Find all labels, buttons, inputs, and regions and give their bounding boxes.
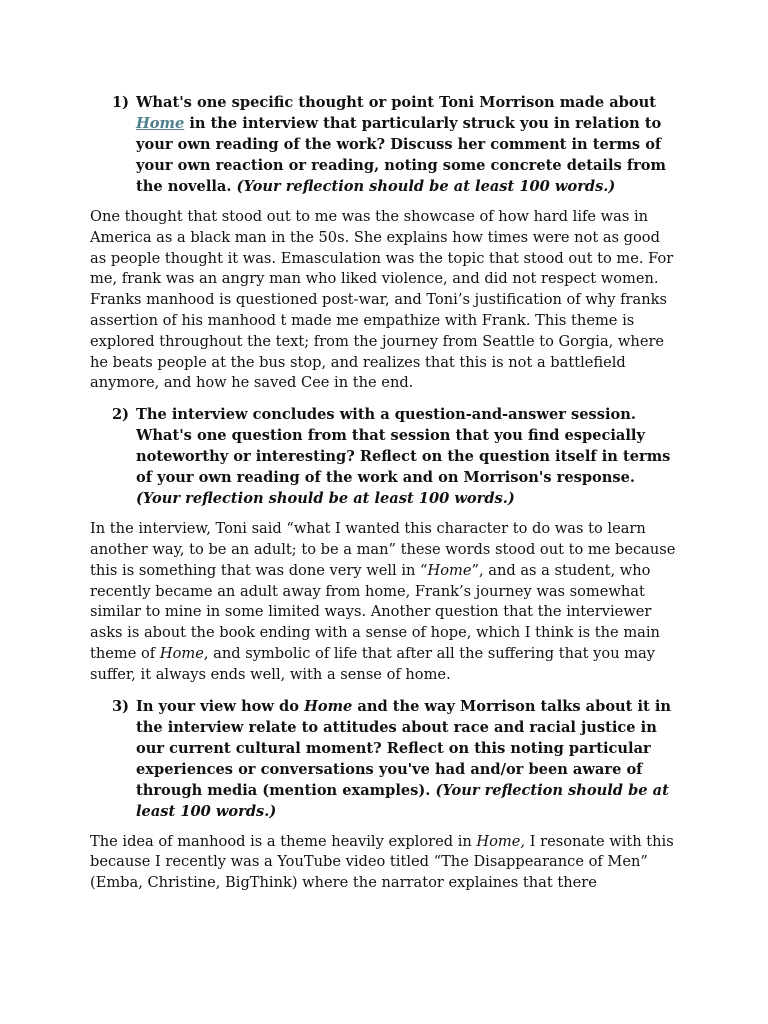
answer-3 bbox=[90, 832, 680, 894]
word-requirement: (Your reflection should be at least 100 words.) bbox=[236, 178, 616, 195]
question-text-continued: in the interview that particularly struck you in relation to your own reading of the work? Discuss her comment in terms of your own reaction or reading, noting some concrete details from the novella. bbox=[136, 115, 666, 195]
question-3 bbox=[90, 696, 680, 822]
answer-text: I resonate with this because I recently was a YouTube video titled “The Disappearance of Men” (Emba, Christine, BigThink) where the narrator explaines that there bbox=[90, 832, 674, 892]
home-link[interactable]: Home bbox=[136, 115, 185, 132]
answer-text: The idea of manhood is a theme heavily explored in bbox=[90, 832, 477, 850]
book-title: Home, bbox=[476, 832, 526, 850]
document-page bbox=[90, 92, 680, 904]
question-text: In your view how do bbox=[136, 697, 305, 715]
question-number: 2) bbox=[112, 406, 130, 424]
answer-text: In the interview, Toni said “what I wanted this character to do was to learn another way, to be an adult; to be a man” these words stood out to me because this is something that was done very well in “ bbox=[90, 520, 676, 579]
question-1 bbox=[90, 92, 680, 197]
question-number: 1) bbox=[112, 94, 130, 111]
answer-text: , and symbolic of life that after all the suffering that you may suffer, it always ends well, with a sense of home. bbox=[90, 644, 656, 683]
question-text: The interview concludes with a question-and-answer session. What's one question from that session that you find especially noteworthy or interesting? Reflect on the question itself in terms of your own reading of the work and on Morrison's response. bbox=[136, 406, 671, 487]
book-title: Home bbox=[159, 644, 204, 662]
question-number: 3) bbox=[112, 697, 130, 715]
question-text: What's one specific thought or point Toni Morrison made about bbox=[136, 94, 656, 111]
answer-text: ”, and as a student, who recently became an adult away from home, Frank’s journey was somewhat similar to mine in some limited ways. Another question that the interviewer asks is about the book ending with a sense of hope, which I think is the main theme of bbox=[90, 561, 660, 662]
question-text-continued: and the way Morrison talks about it in the interview relate to attitudes about race and racial justice in our current cultural moment? Reflect on this noting particular experiences or conversations you've had and/or been aware of through media (mention examples). bbox=[136, 697, 672, 799]
book-title: Home bbox=[304, 697, 353, 715]
answer-1: One thought that stood out to me was the showcase of how hard life was in America as a black man in the 50s. She explains how times were not as good as people thought it was. Emasculation was the topic that stood out to me. For me, frank was an angry man who liked violence, and did not respect women. Franks manhood is questioned post-war, and Toni’s justification of why franks assertion of his manhood t made me empathize with Frank. This theme is explored throughout the text; from the journey from Seattle to Gorgia, where he beats people at the bus stop, and realizes that this is not a battlefield anymore, and how he saved Cee in the end. bbox=[90, 208, 674, 392]
book-title: Home bbox=[427, 561, 472, 579]
answer-2 bbox=[90, 519, 680, 685]
word-requirement: (Your reflection should be at least 100 words.) bbox=[136, 490, 515, 508]
word-requirement: (Your reflection should be at least 100 words.) bbox=[136, 781, 669, 820]
question-2 bbox=[90, 404, 680, 509]
